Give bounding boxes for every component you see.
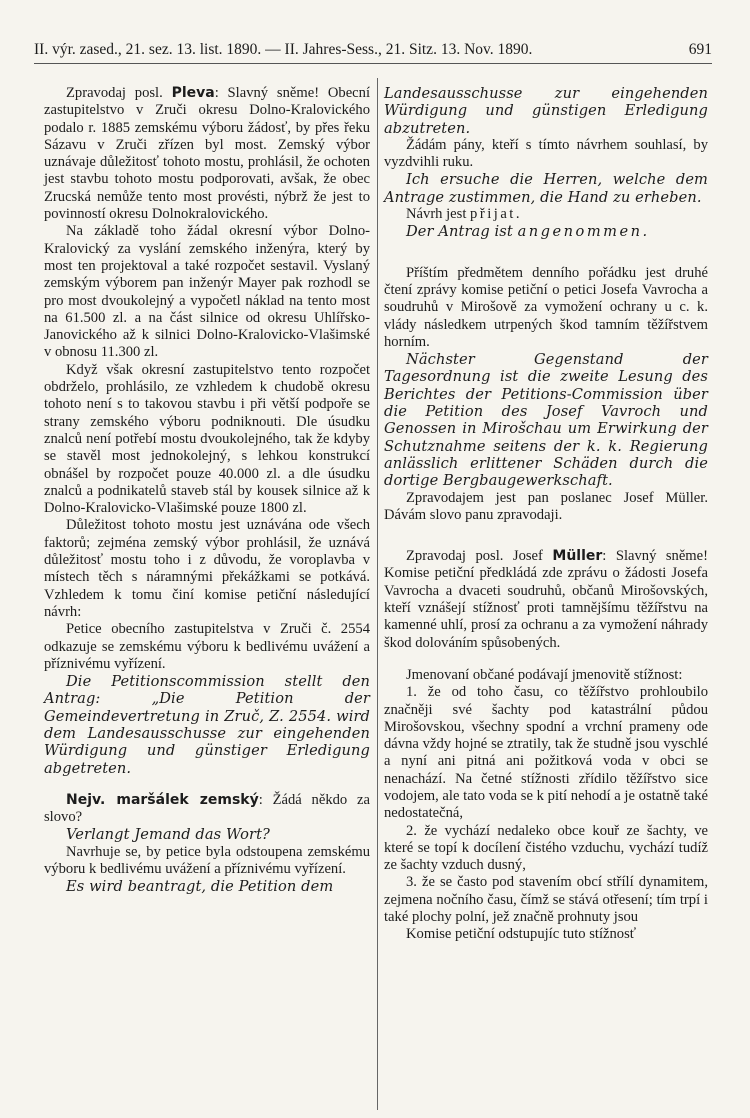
speaker-name: Pleva xyxy=(171,85,215,101)
paragraph: Zpravodaj posl. Josef Müller: Slavný sněme! Komise petiční předkládá zde zprávu o žádosti Josefa Vavrocha a dvaceti soudruhů, občanů Mirošovských, kteří vznášejí stížnosť proti tamnějšímu těžířstvu na kamenné uhlí, prosí za ochranu a za vymožení náhrady škod dolováním spůsobených. xyxy=(384,548,708,651)
paragraph-german: Nächster Gegenstand der Tagesordnung ist die zweite Lesung des Berichtes der Petitions-Commission über die Petition des Josef Vavroch und Genossen in Mirošchau um Erwirkung der Schutznahme seitens der k. k. Regierung anlässlich erlittener Schäden durch die dortige Bergbaugewerkschaft. xyxy=(384,351,708,490)
paragraph-german: Verlangt Jemand das Wort? xyxy=(66,826,270,844)
paragraph-german: Es wird beantragt, die Petition dem xyxy=(66,878,334,896)
paragraph: Zpravodaj posl. Pleva: Slavný sněme! Obecní zastupitelstvo v Zruči okresu Dolno-Kralovického podalo r. 1885 zemskému výboru žádosť, by přes řeku Sázavu v Zruči zřízen byl most. Zemský výbor uznávaje důležitosť tohoto mostu, prohlásil, že ochoten jest stavbu tohoto mostu podporovati, avšak, že obec Zrucská nemůže tento most provésti, nýbrž že jest to povinností okresu Dolnokralovického. xyxy=(44,85,370,223)
paragraph: Navrhuje se, by petice byla odstoupena zemskému výboru k bedlivému uvážení a příznivému vyřízení. xyxy=(44,843,370,878)
paragraph-german: Ich ersuche die Herren, welche dem Antrage zustimmen, die Hand zu erheben. xyxy=(384,171,708,206)
paragraph: Petice obecního zastupitelstva v Zruči č. 2554 odkazuje se zemskému výboru k bedlivému uvážení a příznivému vyřízení. xyxy=(44,621,370,672)
list-item: 3. že se často pod stavením obcí střílí dynamitem, zejmena nočního času, čímž se stává otřesení; tím trpí i také plochy polní, jež značně prohnuty jsou xyxy=(384,874,708,926)
paragraph: Na základě toho žádal okresní výbor Dolno-Kralovický za vyslání zemského inženýra, který by most ten projektoval a také rozpočet sestavil. Vyslaný zemským výborem pan inženýr Mayer pak rozhodl se pro most dvoukolejný a vypočetl náklad na tento most na 61.500 zl. a na část silnice od okresu Uhlířsko-Janovického až k silnici Dolno-Kralovicko-Vlašimské v obnosu 11.300 zl. xyxy=(44,223,370,361)
result-word: přijat. xyxy=(470,206,522,223)
paragraph: Žádám pány, kteří s tímto návrhem souhlasí, by vyzdvihli ruku. xyxy=(384,136,708,171)
page-header xyxy=(34,40,712,64)
paragraph: Jmenovaní občané podávají jmenovitě stížnost: xyxy=(406,666,683,683)
list-item: 2. že vychází nedaleko obce kouř ze šachty, ve které se topí k docílení čistého vzduchu, vychází tudíž ze šachty vzduch dusný, xyxy=(384,822,708,874)
paragraph-german: Der Antrag ist angenommen. xyxy=(406,223,650,241)
paragraph: Nejv. maršálek zemský: Žádá někdo za slovo? xyxy=(44,791,370,826)
paragraph: Důležitost tohoto mostu jest uznávána ode všech faktorů; zejména zemský výbor prohlásil, že uznává důležitosť mostu toho i z důvodu, že voroplavba v místech těch s náramnými překážkami se potkává. Vzhledem k tomu činí komise petiční následující návrh: xyxy=(44,517,370,620)
speaker-name: Müller xyxy=(552,548,603,565)
paragraph: Komise petiční odstupujíc tuto stížnosť xyxy=(406,926,636,943)
header-running-title: II. výr. zased., 21. sez. 13. list. 1890. — II. Jahres-Sess., 21. Sitz. 13. Nov. 1890. xyxy=(34,41,533,58)
paragraph-german: Die Petitionscommission stellt den Antrag: „Die Petition der Gemeindevertretung in Zruč, Z. 2554. wird dem Landesausschusse zur eingehenden Würdigung und günstiger Erledigung abgetreten. xyxy=(44,673,370,777)
right-column xyxy=(384,85,708,944)
speaker-name: Nejv. maršálek zemský xyxy=(66,791,259,808)
list-item: 1. že od toho času, co těžířstvo prohloubilo značněji své šachty pod katastrální půdou Mirošovskou, všechny spodní a vrchní prameny ode dávna vždy hojné se ztratily, tak že studně jsou vyschlé a nyní ani pitná ani požitková voda v obci se nenachází. Na četné stížnosti zřídilo těžířstvo sice vodojem, ale tato voda se k pití nehodí a je ostatně také nedostatečná, xyxy=(384,684,708,822)
paragraph-german: Landesausschusse zur eingehenden Würdigung und günstigen Erledigung abzutreten. xyxy=(384,85,708,137)
column-divider xyxy=(377,78,378,1110)
paragraph: Zpravodajem jest pan poslanec Josef Müller. Dávám slovo panu zpravodaji. xyxy=(384,489,708,523)
left-column xyxy=(44,85,370,896)
paragraph: Návrh jest přijat. xyxy=(406,206,522,223)
paragraph: Příštím předmětem denního pořádku jest druhé čtení zprávy komise petiční o petici Josefa Vavrocha a soudruhů v Mirošově za vymožení ochrany u c. k. vlády následkem utrpených škod tamním těžířstvem horním. xyxy=(384,264,708,350)
result-word: angenommen. xyxy=(517,223,650,241)
page-number: 691 xyxy=(688,41,712,58)
paragraph: Když však okresní zastupitelstvo tento rozpočet obdrželo, prohlásilo, ze vzhledem k chudobě okresu tohoto není s to takovou stavbu i při větší podpoře se strany zemského výboru podniknouti. Dle úsudku znalců není potřebí mostu dvoukolejného, tak že kdyby se stavěl most jednokolejný, s lehkou konstrukcí obnášel by rozpočet pouze 40.000 zl. a dle úsudku znalců a podnikatelů staveb stál by kousek silnice až k Dolno-Kralovicko-Vlašimské pouze 1800 zl. xyxy=(44,361,370,517)
